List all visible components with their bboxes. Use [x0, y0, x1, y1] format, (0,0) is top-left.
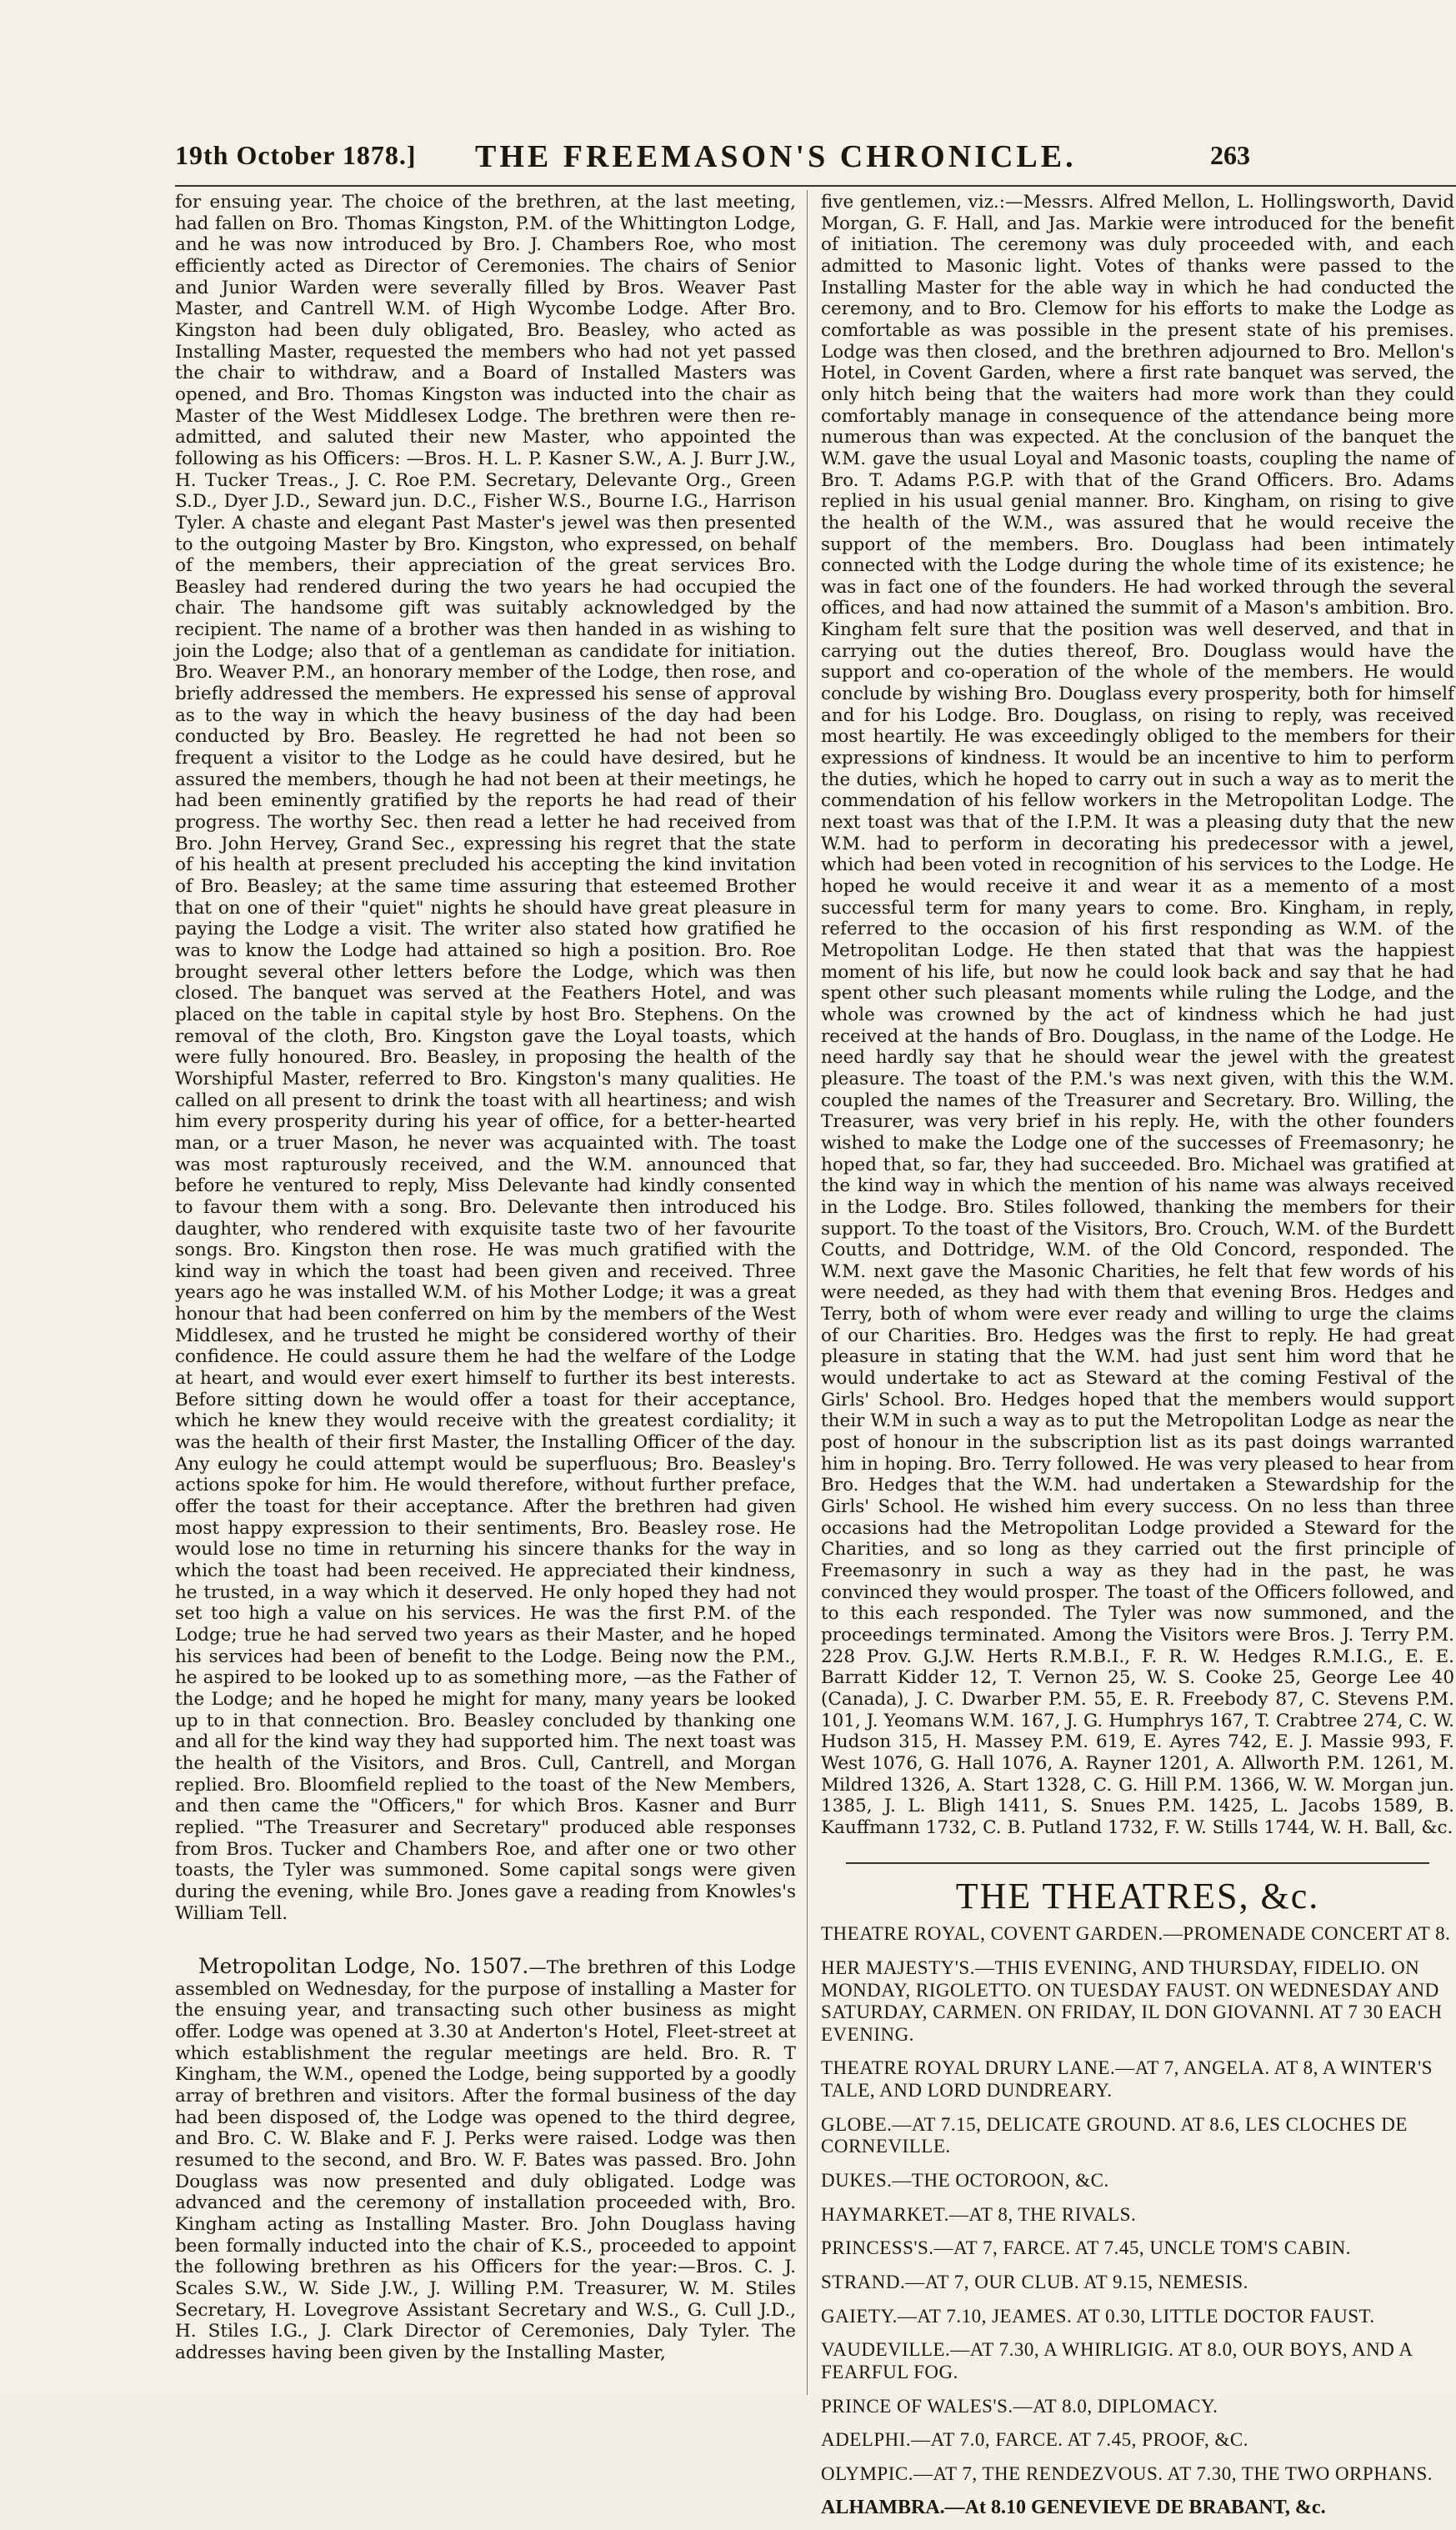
theatre-listing: HER MAJESTY'S.—THIS EVENING, AND THURSDAY, FIDELIO. ON MONDAY, RIGOLETTO. ON TUESDAY FAUST. ON WEDNESDAY AND SATURDAY, CARMEN. ON FRIDAY, IL DON GIOVANNI. AT 7 30 EACH EVENING. — [821, 1956, 1443, 2045]
theatre-listing: VAUDEVILLE.—AT 7.30, A WHIRLIGIG. AT 8.0, OUR BOYS, AND A FEARFUL FOG. — [821, 2339, 1413, 2383]
page-header — [175, 133, 1456, 183]
theatre-listing: GLOBE.—AT 7.15, DELICATE GROUND. AT 8.6, LES CLOCHES DE CORNEVILLE. — [821, 2113, 1408, 2157]
header-date: 19th October 1878.] — [175, 140, 417, 170]
metropolitan-lodge-heading: Metropolitan Lodge, No. 1507. — [198, 1954, 529, 1979]
left-column — [175, 192, 796, 2364]
theatre-listing: THEATRE ROYAL, COVENT GARDEN.—PROMENADE CONCERT AT 8. — [821, 1923, 1451, 1945]
theatre-listing: HAYMARKET.—AT 8, THE RIVALS. — [821, 2203, 1137, 2225]
theatre-listing: GAIETY.—AT 7.10, JEAMES. AT 0.30, LITTLE DOCTOR FAUST. — [821, 2305, 1375, 2327]
theatre-listing: OLYMPIC.—AT 7, THE RENDEZVOUS. AT 7.30, THE TWO ORPHANS. — [821, 2463, 1433, 2484]
header-rule — [175, 185, 1456, 187]
theatre-listing: DUKES.—THE OCTOROON, &C. — [821, 2170, 1109, 2192]
theatres-heading: THE THEATRES, &c. — [955, 1875, 1320, 1916]
column-divider — [807, 190, 808, 2395]
metropolitan-lodge-continuation: five gentlemen, viz.:—Messrs. Alfred Mellon, L. Hollingsworth, David Morgan, G. F. Hall, and Jas. Markie were introduced for the benefit of initiation. The ceremony was duly proceeded with, and each admitted to Masonic light. Votes of thanks were passed to the Installing Master for the able way in which he had conducted the ceremony, and to Bro. Clemow for his efforts to make the Lodge as comfortable as was possible in the present state of his premises. Lodge was then closed, and the brethren adjourned to Bro. Mellon's Hotel, in Covent Garden, where a first rate banquet was served, the only hitch being that the waiters had more work than they could comfortably manage in consequence of the attendance being more numerous than was expected. At the conclusion of the banquet the W.M. gave the usual Loyal and Masonic toasts, coupling the name of Bro. T. Adams P.G.P. with that of the Grand Officers. Bro. Adams replied in his usual genial manner. Bro. Kingham, on rising to give the health of the W.M., was assured that he would receive the support of the members. Bro. Douglass had been intimately connected with the Lodge during the whole time of its existence; he was in fact one of the founders. He had worked through the several offices, and had now attained the summit of a Mason's ambition. Bro. Kingham felt sure that the position was well deserved, and that in carrying out the duties thereof, Bro. Douglass would have the support and co-operation of the whole of the members. He would conclude by wishing Bro. Douglass every prosperity, both for himself and for his Lodge. Bro. Douglass, on rising to reply, was received most heartily. He was exceedingly obliged to the members for their expressions of kindness. It would be an incentive to him to perform the duties, which he hoped to carry out in such a way as to merit the commendation of his fellow workers in the Metropolitan Lodge. The next toast was that of the I.P.M. It was a pleasing duty that the new W.M. had to perform in decorating his predecessor with a jewel, which had been voted in recognition of his services to the Lodge. He hoped he would receive it and wear it as a memento of a most successful term for many years to come. Bro. Kingham, in reply, referred to the occasion of his first responding as W.M. of the Metropolitan Lodge. He then stated that that was the happiest moment of his life, but now he could look back and say that he had spent other such pleasant moments while ruling the Lodge, and the whole was crowned by the act of kindness which he had just received at the hands of Bro. Douglass, in the name of the Lodge. He need hardly say that he should wear the jewel with the greatest pleasure. The toast of the P.M.'s was next given, with this the W.M. coupled the names of the Treasurer and Secretary. Bro. Willing, the Treasurer, was very brief in his reply. He, with the other founders wished to make the Lodge one of the successes of Freemasonry; he hoped that, so far, they had succeeded. Bro. Michael was gratified at the kind way in which the mention of his name was always received in the Lodge. Bro. Stiles followed, thanking the members for their support. To the toast of the Visitors, Bro. Crouch, W.M. of the Burdett Coutts, and Dottridge, W.M. of the Old Concord, responded. The W.M. next gave the Masonic Charities, he felt that few words of his were needed, as they had with them that evening Bros. Hedges and Terry, both of whom were ever ready and willing to urge the claims of our Charities. Bro. Hedges was the first to reply. He had great pleasure in stating that the W.M. had just sent him word that he would undertake to act as Steward at the coming Festival of the Girls' School. Bro. Hedges hoped that the members would support their W.M in such a way as to put the Metropolitan Lodge as near the post of honour in the subscription list as its past doings warranted him in hoping. Bro. Terry followed. He was very pleased to hear from Bro. Hedges that the W.M. had undertaken a Stewardship for the Girls' School. He wished him every success. On no less than three occasions had the Metropolitan Lodge provided a Steward for the Charities, and so long as they carried out the first principle of Freemasonry in such a way as they had in the past, he was convinced they would prosper. The toast of the Officers followed, and to this each responded. The Tyler was now summoned, and the proceedings terminated. Among the Visitors were Bros. J. Terry P.M. 228 Prov. G.J.W. Herts R.M.B.I., F. R. W. Hedges R.M.I.G., E. E. Barratt Kidder 12, T. Vernon 25, W. S. Cooke 25, George Lee 40 (Canada), J. C. Dwarber P.M. 55, E. R. Freebody 87, C. Stevens P.M. 101, J. Yeomans W.M. 167, J. G. Humphrys 167, T. Crabtree 274, C. W. Hudson 315, H. Massey P.M. 619, E. Ayres 742, E. J. Massie 993, F. West 1076, G. Hall 1076, A. Rayner 1201, A. Allworth P.M. 1261, M. Mildred 1326, A. Start 1328, C. G. Hill P.M. 1366, W. W. Morgan jun. 1385, J. L. Bligh 1411, S. Snues P.M. 1425, L. Jacobs 1589, B. Kauffmann 1732, C. B. Putland 1732, F. W. Stills 1744, W. H. Ball, &c. — [821, 192, 1454, 1838]
metropolitan-lodge-body: —The brethren of this Lodge assembled on Wednesday, for the purpose of installing a Master for the ensuing year, and transacting such other business as might offer. Lodge was opened at 3.30 at Anderton's Hotel, Fleet-street at which establishment the regular meetings are held. Bro. R. T Kingham, the W.M., opened the Lodge, being supported by a goodly array of brethren and visitors. After the formal business of the day had been disposed of, the Lodge was opened to the third degree, and Bro. C. W. Blake and F. J. Perks were raised. Lodge was then resumed to the second, and Bro. W. F. Bates was passed. Bro. John Douglass was now presented and duly obligated. Lodge was advanced and the ceremony of installation proceeded with, Bro. Kingham acting as Installing Master. Bro. John Douglass having been formally inducted into the chair of K.S., proceeded to appoint the following brethren as his Officers for the year:—Bros. C. J. Scales S.W., W. Side J.W., J. Willing P.M. Treasurer, W. M. Stiles Secretary, H. Lovegrove Assistant Secretary and W.S., G. Cull J.D., H. Stiles I.G., J. Clark Director of Ceremonies, Daly Tyler. The addresses having been given by the Installing Master, — [175, 1957, 796, 2363]
theatre-listing: ADELPHI.—AT 7.0, FARCE. AT 7.45, PROOF, &C. — [821, 2429, 1248, 2451]
publication-title: THE FREEMASON'S CHRONICLE. — [475, 139, 1077, 174]
theatre-listing: THEATRE ROYAL DRURY LANE.—AT 7, ANGELA. AT 8, A WINTER'S TALE, AND LORD DUNDREARY. — [821, 2057, 1433, 2102]
right-column — [821, 192, 1454, 2530]
theatre-listing: STRAND.—AT 7, OUR CLUB. AT 9.15, NEMESIS. — [821, 2272, 1248, 2293]
metropolitan-lodge-report — [175, 1956, 796, 2363]
page-number: 263 — [1210, 140, 1250, 170]
theatre-listing: PRINCESS'S.—AT 7, FARCE. AT 7.45, UNCLE TOM'S CABIN. — [821, 2237, 1352, 2259]
theatre-listing: PRINCE OF WALES'S.—AT 8.0, DIPLOMACY. — [821, 2395, 1218, 2417]
section-rule — [846, 1862, 1429, 1864]
theatres-listings — [821, 1923, 1454, 2518]
theatre-listing: ALHAMBRA.—At 8.10 GENEVIEVE DE BRABANT, &c. — [821, 2496, 1326, 2518]
west-middlesex-report: for ensuing year. The choice of the brethren, at the last meeting, had fallen on Bro. Thomas Kingston, P.M. of the Whittington Lodge, and he was now introduced by Bro. J. Chambers Roe, who most efficiently acted as Director of Ceremonies. The chairs of Senior and Junior Warden were severally filled by Bros. Weaver Past Master, and Cantrell W.M. of High Wycombe Lodge. After Bro. Kingston had been duly obligated, Bro. Beasley, who acted as Installing Master, requested the members who had not yet passed the chair to withdraw, and a Board of Installed Masters was opened, and Bro. Thomas Kingston was inducted into the chair as Master of the West Middlesex Lodge. The brethren were then re-admitted, and saluted their new Master, who appointed the following as his Officers: —Bros. H. L. P. Kasner S.W., A. J. Burr J.W., H. Tucker Treas., J. C. Roe P.M. Secretary, Delevante Org., Green S.D., Dyer J.D., Seward jun. D.C., Fisher W.S., Bourne I.G., Harrison Tyler. A chaste and elegant Past Master's jewel was then presented to the outgoing Master by Bro. Kingston, who expressed, on behalf of the members, their appreciation of the great services Bro. Beasley had rendered during the two years he had occupied the chair. The handsome gift was suitably acknowledged by the recipient. The name of a brother was then handed in as wishing to join the Lodge; also that of a gentleman as candidate for initiation. Bro. Weaver P.M., an honorary member of the Lodge, then rose, and briefly addressed the members. He expressed his sense of approval as to the way in which the heavy business of the day had been conducted by Bro. Beasley. He regretted he had not been so frequent a visitor to the Lodge as he could have desired, but he assured the members, though he had not been at their meetings, he had been eminently gratified by the reports he had read of their progress. The worthy Sec. then read a letter he had received from Bro. John Hervey, Grand Sec., expressing his regret that the state of his health at present precluded his accepting the kind invitation of Bro. Beasley; at the same time assuring that esteemed Brother that on one of their "quiet" nights he should have great pleasure in paying the Lodge a visit. The writer also stated how gratified he was to know the Lodge had attained so high a position. Bro. Roe brought several other letters before the Lodge, which was then closed. The banquet was served at the Feathers Hotel, and was placed on the table in capital style by host Bro. Stephens. On the removal of the cloth, Bro. Kingston gave the Loyal toasts, which were fully honoured. Bro. Beasley, in proposing the health of the Worshipful Master, referred to Bro. Kingston's many qualities. He called on all present to drink the toast with all heartiness; and wish him every prosperity during his year of office, for a better-hearted man, or a truer Mason, he never was acquainted with. The toast was most rapturously received, and the W.M. announced that before he ventured to reply, Miss Delevante had kindly consented to favour them with a song. Bro. Delevante then introduced his daughter, who rendered with exquisite taste two of her favourite songs. Bro. Kingston then rose. He was much gratified with the kind way in which the toast had been given and received. Three years ago he was installed W.M. of his Mother Lodge; it was a great honour that had been conferred on him by the members of the West Middlesex, and he trusted he might be considered worthy of their confidence. He could assure them he had the welfare of the Lodge at heart, and would ever exert himself to further its best interests. Before sitting down he would offer a toast for their acceptance, which he knew they would receive with the greatest cordiality; it was the health of their first Master, the Installing Officer of the day. Any eulogy he could attempt would be superfluous; Bro. Beasley's actions spoke for him. He would therefore, without further preface, offer the toast for their acceptance. After the brethren had given most happy expression to their sentiments, Bro. Beasley rose. He would lose no time in returning his sincere thanks for the way in which the toast had been received. He appreciated their kindness, he trusted, in a way which it deserved. He only hoped they had not set too high a value on his services. He was the first P.M. of the Lodge; true he had served two years as their Master, and he hoped his services had been of benefit to the Lodge. Being now the P.M., he aspired to be looked up to as something more, —as the Father of the Lodge; and he hoped he might for many, many years be looked up to in that connection. Bro. Beasley concluded by thanking one and all for the kind way they had supported him. The next toast was the health of the Visitors, and Bros. Cull, Cantrell, and Morgan replied. Bro. Bloomfield replied to the toast of the New Members, and then came the "Officers," for which Bros. Kasner and Burr replied. "The Treasurer and Secretary" produced able responses from Bros. Tucker and Chambers Roe, and after one or two other toasts, the Tyler was summoned. Some capital songs were given during the evening, while Bro. Jones gave a reading from Knowles's William Tell. — [175, 192, 796, 1924]
